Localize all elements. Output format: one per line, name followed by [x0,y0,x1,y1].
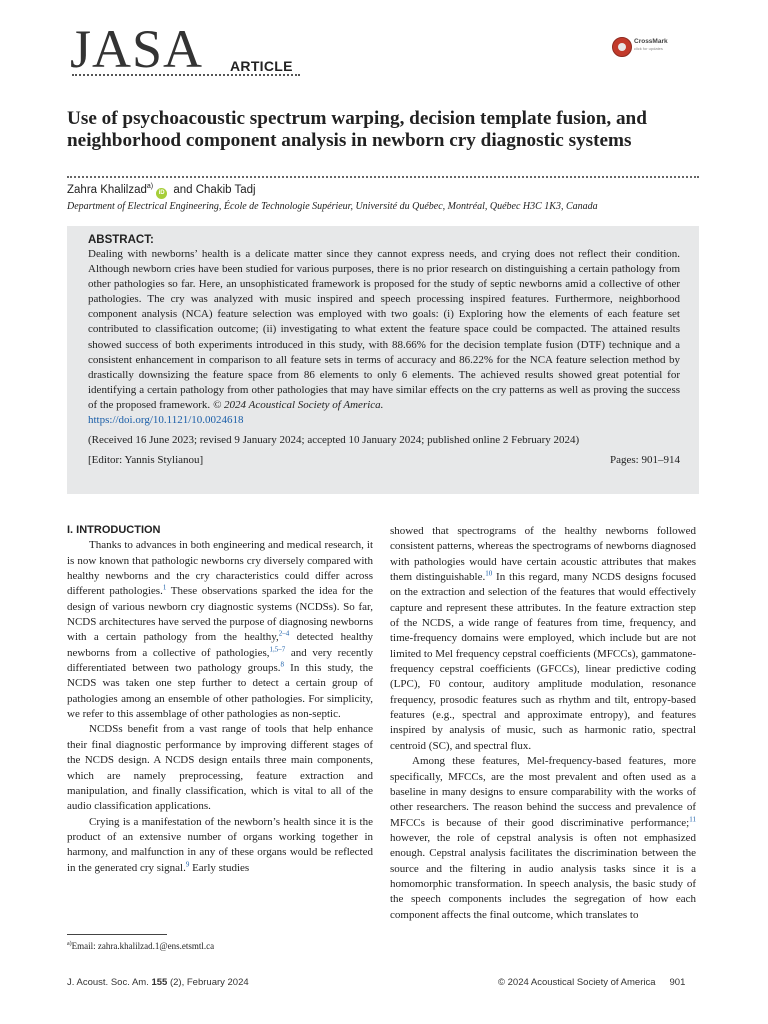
footnote-text: Email: zahra.khalilzad.1@ens.etsmtl.ca [71,941,215,951]
footnote-rule [67,934,167,935]
citation-link[interactable]: 9 [185,859,190,868]
logo-dotted-rule [72,74,300,76]
text-run: Among these features, Mel-frequency-based features, more specifically, MFCCs, are the most prevalent and often used as a baseline in many designs to ensure comparability with the works of other researchers. The reason behind the success and prevalence of MFCCs is because of their good discriminative performance; [390,755,696,829]
text-run: In this regard, many NCDS designs focused on the extraction and selection of the features that would effectively capture and represent these attributes. In the feature extraction step of the NCDS, a wide range of features from time, frequency, and time-frequency domains were employed, which include but are not limited to Mel frequency cepstral coefficients (MFCCs), gammatone-frequency cepstral coefficients (GFCCs), linear predictive coding (LPC), F0 contour, auditory amplitude modulation, resonance frequency, prosodic features such as rhythm and tilt, entropy-based features (e.g., spectral and approximate entropy), and features inspired by analysis of music, such as harmonic ratio, spectral centroid (SC), and spectral flux. [390,571,696,752]
citation-link[interactable]: 10 [485,569,493,578]
affiliation: Department of Electrical Engineering, École de Technologie Supérieur, Université du Québec, Montréal, Québec H3C 1K3, Canada [67,201,598,212]
footer-citation [67,977,249,988]
pages-line: Pages: 901–914 [610,454,680,467]
abstract-heading: ABSTRACT: [88,234,154,246]
text-run: Early studies [189,861,250,874]
citation-link[interactable]: 1 [162,583,167,592]
citation-link[interactable]: 8 [280,660,284,669]
text-run: These observations sparked the idea for the design of various newborn cry diagnostic systems (NCDSs). So far, NCDS architectures have served the purpose of diagnosing newborns with a certain pathology from the healthy, [67,585,373,644]
text-run: detected healthy newborns from a collective of pathologies, [67,631,373,659]
footer-issue: (2), February 2024 [167,977,249,988]
author-name: Zahra Khalilzad [67,183,147,196]
orcid-icon[interactable]: iD [156,188,167,199]
footer-journal: J. Acoust. Soc. Am. [67,977,152,988]
doi-link[interactable]: https://doi.org/10.1121/10.0024618 [88,414,244,427]
body-paragraph [390,524,696,754]
footer-volume: 155 [151,977,168,988]
citation-link[interactable]: 1,5–7 [269,645,286,654]
author-line [67,183,256,199]
text-run: and very recently differentiated between two pathology groups. [67,646,373,675]
citation-link[interactable]: 2–4 [278,629,290,638]
left-column [67,523,373,876]
editor-pages-row [88,454,680,466]
received-dates: (Received 16 June 2023; revised 9 January 2024; accepted 10 January 2024; published online 2 February 2024) [88,434,580,447]
article-type-label: ARTICLE [230,58,293,74]
crossmark-sub: click for updates [634,46,663,51]
right-column [390,524,696,923]
paper-title: Use of psychoacoustic spectrum warping, decision template fusion, and neighborhood component analysis in newborn cry diagnostic systems [67,108,647,151]
section-heading: I. INTRODUCTION [67,524,161,536]
citation-link[interactable]: 11 [689,814,696,823]
body-paragraph: NCDSs benefit from a vast range of tools that help enhance their final diagnostic performance by improving different stages of the NCDS design. A NCDS design entails three main components, which are namely preprocessing, feature extraction and manipulation, and finally classification, which is vital to all of the audio classification applications. [67,723,373,813]
page-number: 901 [669,977,686,988]
body-paragraph [67,815,373,876]
crossmark-icon [612,37,632,57]
crossmark-badge[interactable] [612,36,672,58]
coauthor-name: and Chakib Tadj [170,183,256,196]
abstract-paragraph: Dealing with newborns’ health is a delicate matter since they cannot express needs, and crying does not reflect their condition. Although newborn cries have been studied for various purposes, there is no prior research on distinguishing a certain pathology from other pathologies so far. Here, an unsophisticated framework is proposed for the study of septic newborns amid a collective of other pathologies. The cry was analyzed with music inspired and speech processing inspired features. Furthermore, neighborhood component analysis (NCA) feature selection was employed with two goals: (i) Exploring how the elements of each feature set contributed to classification outcome; (ii) investigating to what extent the feature space could be compacted. The attained results showed success of both experiments introduced in this study, with 88.66% for the decision template fusion (DTF) technique and a consistent enhancement in comparison to all feature sets in terms of accuracy and 86.22% for the NCA feature selection method by drastically downsizing the feature space from 86 elements to only 6 elements. The achieved results showed great potential for identifying a certain pathology from other pathologies that may have similar effects on the cry patterns as well as proving the success of the proposed framework. [88,248,680,411]
body-paragraph [67,538,373,722]
abstract-text [88,247,680,428]
text-run: Thanks to advances in both engineering and medical research, it is now known that pathologic newborns cry diversely compared with healthy newborns and the cry characteristics could differ across different pathologies. [67,539,373,598]
footnote-mark: a) [67,941,72,947]
title-dotted-rule [67,176,699,178]
journal-logo: JASA [70,19,204,79]
text-run: showed that spectrograms of the healthy newborns followed consistent patterns, whereas the spectrograms of newborns diagnosed with pathologies would have certain acoustic attributes that makes them distinguishable. [390,525,696,584]
editor-line: [Editor: Yannis Stylianou] [88,454,204,467]
footnote [67,941,214,951]
body-paragraph [390,754,696,923]
text-run: however, the role of cepstral analysis is often not emphasized enough. Cepstral analysis facilitates the discrimination between the source and the filtering in audio analysis tasks since it is a homomorphic transformation. In speech analysis, the basic study of the speech components includes the segregation of how each component affects the final outcome, which translates to [390,831,696,921]
author-footnote-mark[interactable]: a) [146,183,154,190]
text-run: In this study, the NCDS was taken one step further to detect a certain group of pathologies among an ensemble of other pathologies. For simplicity, we refer to this assemblage of other pathologies as non-septic. [67,662,373,721]
footer-copyright: © 2024 Acoustical Society of America [498,977,656,988]
abstract-box [67,226,699,494]
text-run: Crying is a manifestation of the newborn’s health since it is the product of an extensive number of organs working together in harmony, and malfunction in any of these organs would be reflected in the generated cry signal. [67,815,373,874]
crossmark-label: CrossMark [634,38,668,45]
abstract-copyright: © 2024 Acoustical Society of America. [210,398,384,411]
footer-copyright-block [498,977,685,988]
